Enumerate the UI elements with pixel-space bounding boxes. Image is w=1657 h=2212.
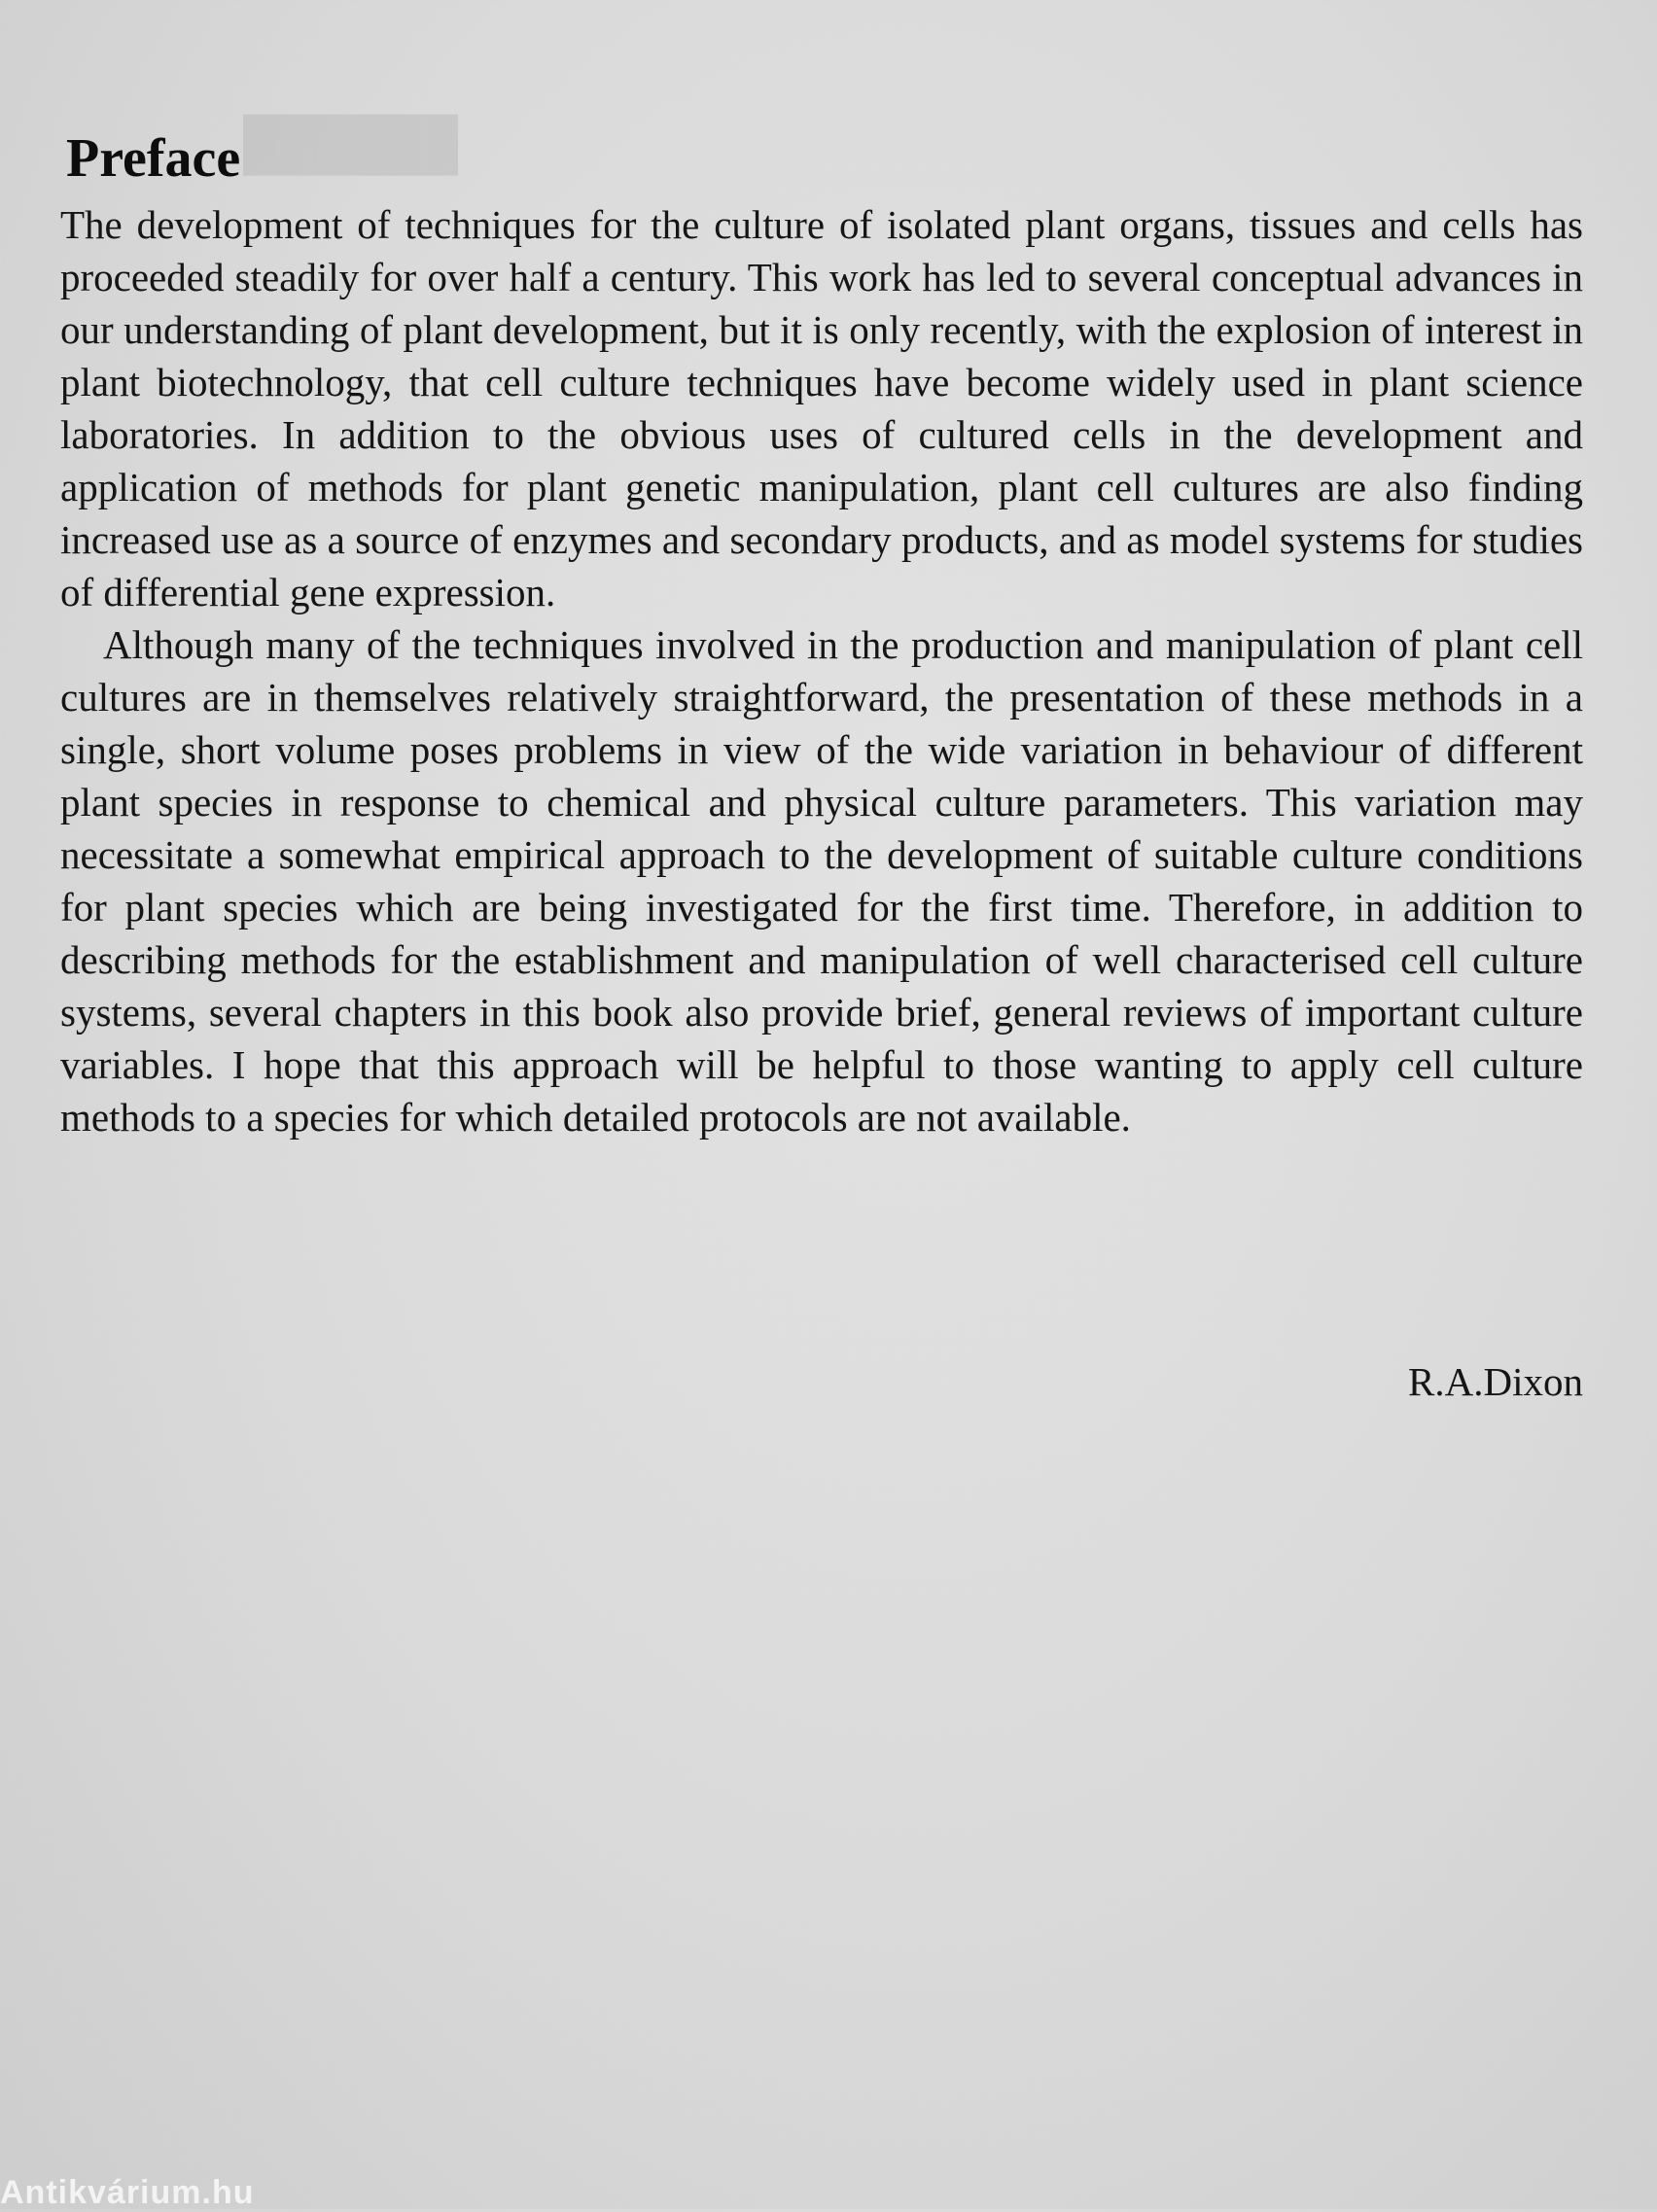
preface-paragraph-1: The development of techniques for the culture of isolated plant organs, tissues and cells has proceeded steadily for over half a century. This work has led to several conceptual advances in our understanding of plant development, but it is only recently, with the explosion of interest in plant biotechnology, that cell culture techniques have become widely used in plant science laboratories. In addition to the obvious uses of cultured cells in the development and application of methods for plant genetic manipulation, plant cell cultures are also finding increased use as a source of enzymes and secondary products, and as model systems for studies of differential gene expression. xyxy=(60,202,1583,614)
watermark-logo: Antikvárium.hu xyxy=(0,2174,255,2211)
preface-paragraph-2: Although many of the techniques involved in the production and manipulation of plant cell cultures are in themselves relatively straightforward, the presentation of these methods in a single, short volume poses problems in view of the wide variation in behaviour of different plant species in response to chemical and physical culture parameters. This variation may necessitate a somewhat empirical approach to the development of suitable culture conditions for plant species which are being investigated for the first time. Therefore, in addition to describing methods for the establishment and manipulation of well characterised cell culture systems, several chapters in this book also provide brief, general reviews of important culture variables. I hope that this approach will be helpful to those wanting to apply cell culture methods to a species for which detailed protocols are not available. xyxy=(60,622,1583,1140)
page-title: Preface xyxy=(66,128,241,189)
author-signature: R.A.Dixon xyxy=(1408,1359,1583,1404)
bleed-through-shadow: ██████ xyxy=(243,117,459,172)
preface-section xyxy=(60,124,1583,1143)
